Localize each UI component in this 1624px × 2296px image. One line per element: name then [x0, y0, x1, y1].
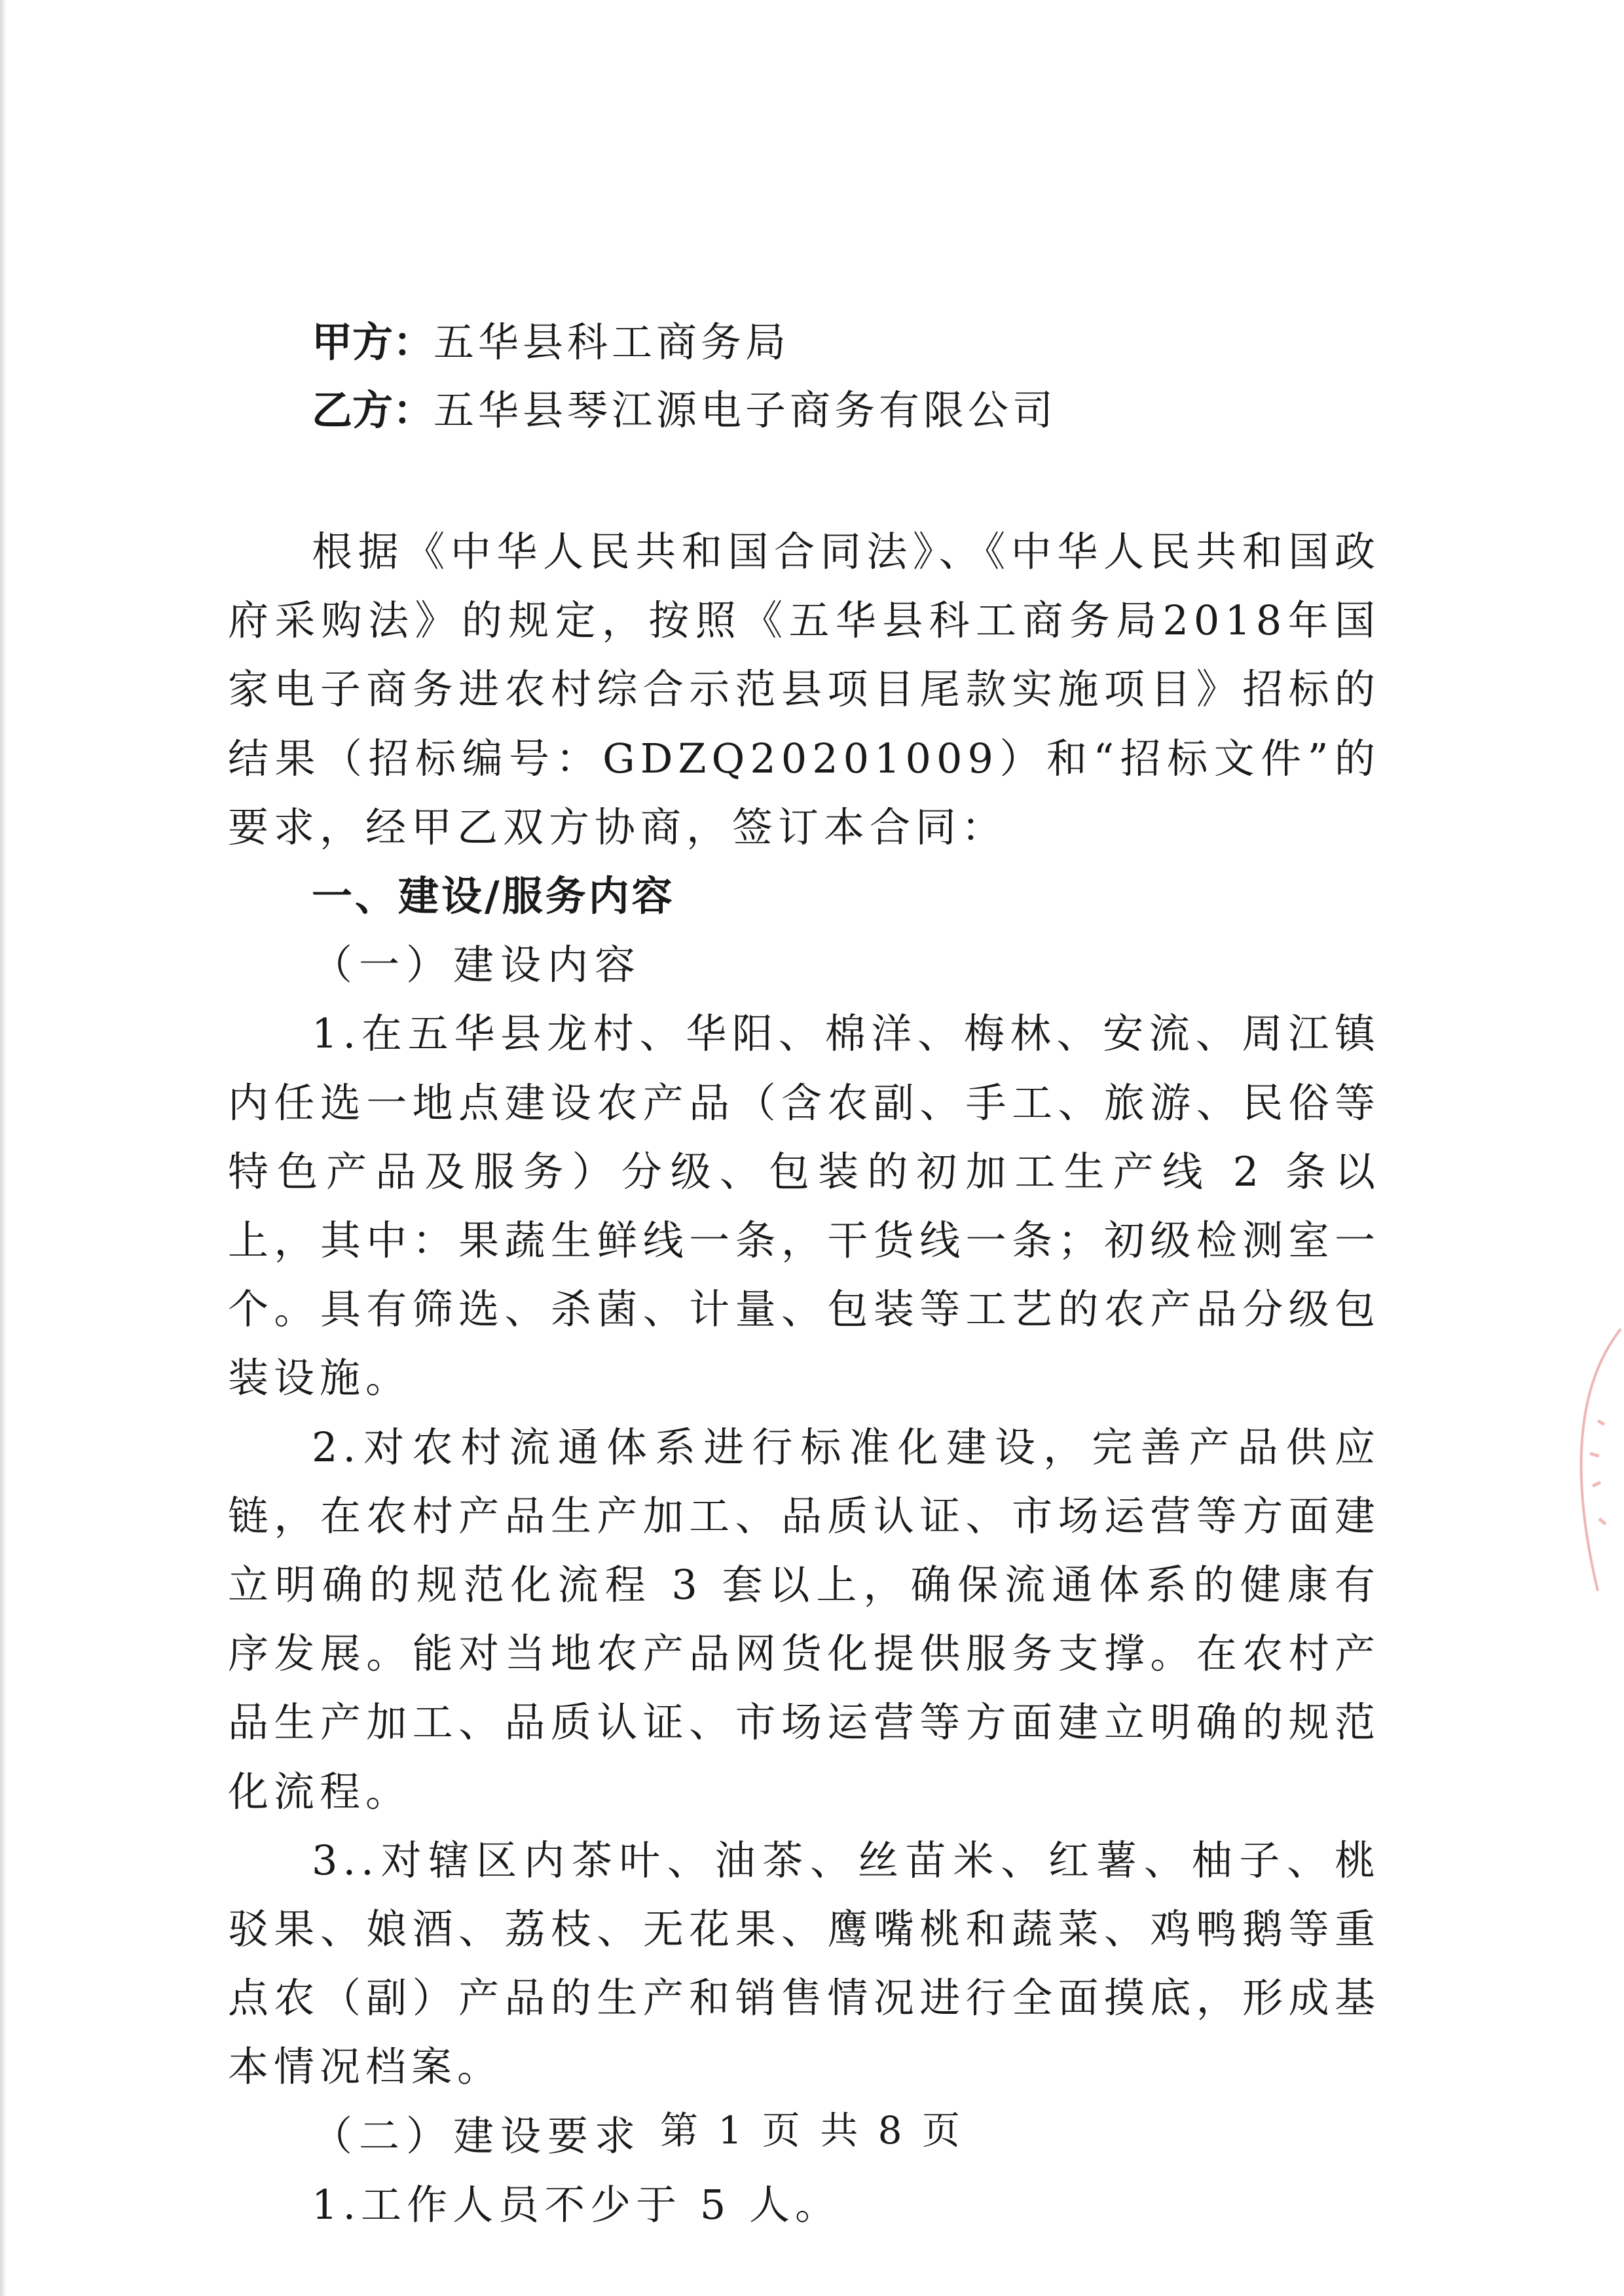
item-2-paragraph: 2.对农村流通体系进行标准化建设，完善产品供应链，在农村产品生产加工、品质认证、市场运营等方面建立明确的规范化流程 3 套以上，确保流通体系的健康有序发展。能对当地农产品网货化提供服务支撑。在农村产品生产加工、品质认证、市场运营等方面建立明确的规范化流程。	[228, 1423, 1380, 1815]
party-a-name: 五华县科工商务局	[434, 318, 790, 366]
item-3-paragraph: 3..对辖区内茶叶、油茶、丝苗米、红薯、柚子、桃驳果、娘酒、荔枝、无花果、鹰嘴桃和蔬菜、鸡鸭鹅等重点农（副）产品的生产和销售情况进行全面摸底，形成基本情况档案。	[228, 1836, 1380, 2091]
requirement-1-paragraph: 1.工作人员不少于 5 人。	[312, 2180, 841, 2229]
contract-body	[228, 517, 1380, 2239]
party-a-label: 甲方：	[312, 318, 434, 366]
item-1-paragraph: 1.在五华县龙村、华阳、棉洋、梅林、安流、周江镇内任选一地点建设农产品（含农副、手工、旅游、民俗等特色产品及服务）分级、包装的初加工生产线 2 条以上，其中：果蔬生鲜线一条，干货线一条；初级检测室一个。具有筛选、杀菌、计量、包装等工艺的农产品分级包装设施。	[228, 1010, 1380, 1402]
page-footer: 第 1 页 共 8 页	[660, 2108, 964, 2153]
subsection-1-heading: （一）建设内容	[312, 941, 642, 989]
party-a-line	[312, 318, 790, 366]
section-1-heading: 一、建设/服务内容	[312, 872, 675, 920]
party-b-line	[312, 386, 1058, 434]
party-b-label: 乙方：	[312, 386, 434, 434]
intro-paragraph: 根据《中华人民共和国合同法》、《中华人民共和国政府采购法》的规定，按照《五华县科工商务局2018年国家电子商务进农村综合示范县项目尾款实施项目》招标的结果（招标编号：GDZQ20201009）和“招标文件”的要求，经甲乙双方协商，签订本合同：	[228, 528, 1380, 851]
scan-edge-shadow	[0, 0, 7, 2296]
subsection-2-heading: （二）建设要求	[312, 2111, 642, 2160]
party-b-name: 五华县琴江源电子商务有限公司	[434, 386, 1058, 434]
partial-seal-stamp	[1559, 1322, 1624, 1597]
